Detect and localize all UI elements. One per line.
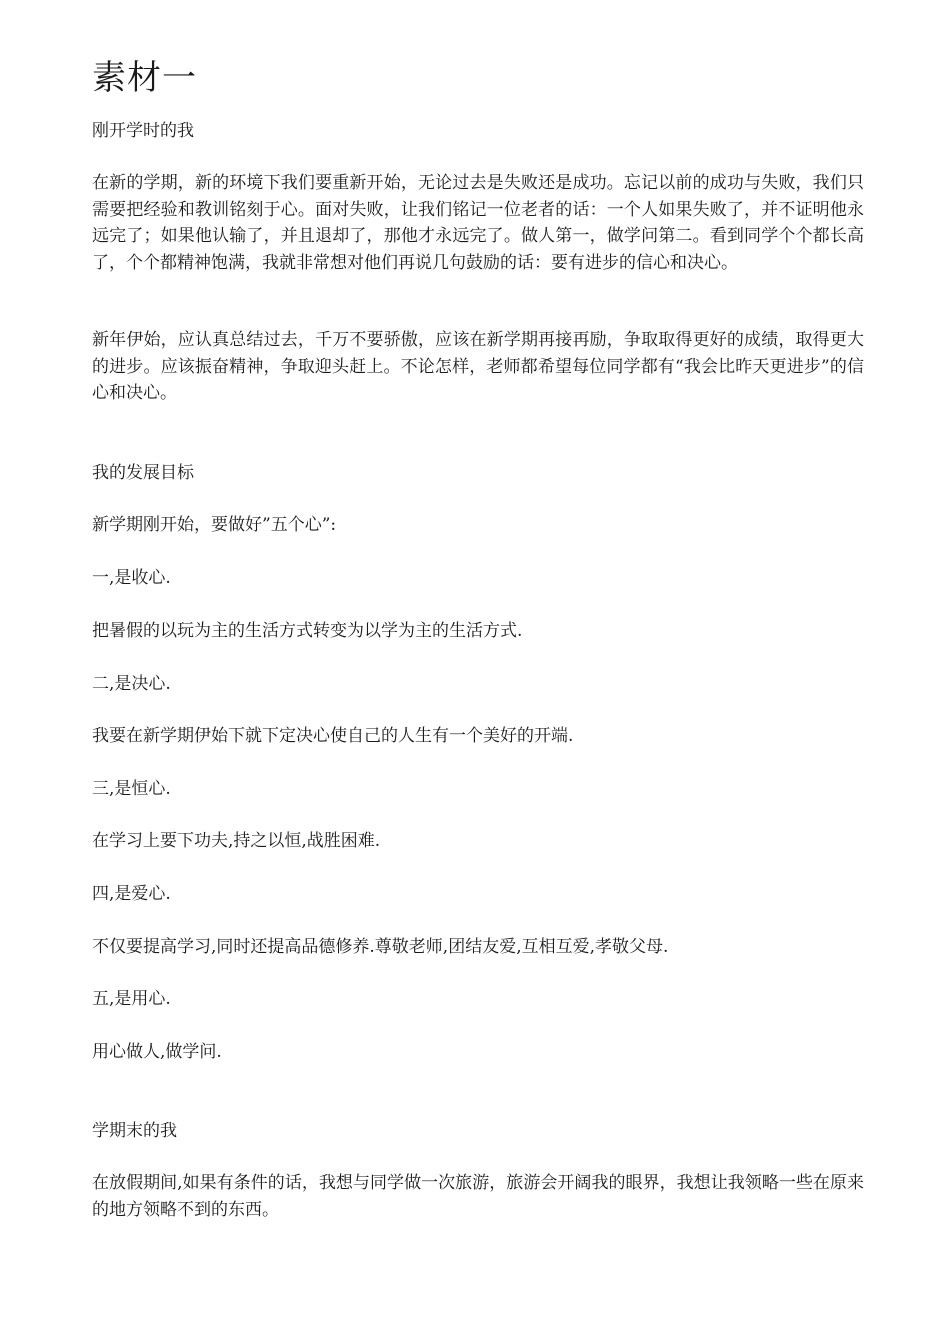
- goals-intro: 新学期刚开始，要做好”五个心”:: [92, 515, 337, 535]
- goal-item-4-heading: 四,是爱心.: [92, 884, 171, 904]
- section-heading-end-of-term: 学期末的我: [92, 1121, 177, 1141]
- section-heading-start-of-term: 刚开学时的我: [92, 121, 194, 141]
- goal-item-5-text: 用心做人,做学问.: [92, 1042, 222, 1062]
- goal-item-1-heading: 一,是收心.: [92, 568, 171, 588]
- paragraph-new-year: 新年伊始，应认真总结过去，千万不要骄傲，应该在新学期再接再励，争取取得更好的成绩，取得更大的进步。应该振奋精神，争取迎头赶上。不论怎样，老师都希望每位同学都有“我会比昨天更进步”的信心和决心。: [92, 330, 864, 403]
- goal-item-1-text: 把暑假的以玩为主的生活方式转变为以学为主的生活方式.: [92, 621, 523, 641]
- paragraph-new-term: 在新的学期，新的环境下我们要重新开始，无论过去是失败还是成功。忘记以前的成功与失败，我们只需要把经验和教训铭刻于心。面对失败，让我们铭记一位老者的话：一个人如果失败了，并不证明他永远完了；如果他认输了，并且退却了，那他才永远完了。做人第一，做学问第二。看到同学个个都长高了，个个都精神饱满，我就非常想对他们再说几句鼓励的话：要有进步的信心和决心。: [92, 173, 864, 273]
- goal-item-3-text: 在学习上要下功夫,持之以恒,战胜困难.: [92, 831, 381, 851]
- goal-item-3-heading: 三,是恒心.: [92, 779, 171, 799]
- paragraph-vacation: 在放假期间,如果有条件的话，我想与同学做一次旅游，旅游会开阔我的眼界，我想让我领略一些在原来的地方领略不到的东西。: [92, 1173, 864, 1220]
- goal-item-4-text: 不仅要提高学习,同时还提高品德修养.尊敬老师,团结友爱,互相互爱,孝敬父母.: [92, 937, 669, 957]
- goal-item-2-text: 我要在新学期伊始下就下定决心使自己的人生有一个美好的开端.: [92, 726, 574, 746]
- goal-item-5-heading: 五,是用心.: [92, 989, 171, 1009]
- section-heading-development-goals: 我的发展目标: [92, 463, 194, 483]
- goal-item-2-heading: 二,是决心.: [92, 674, 171, 694]
- document-title: 素材一: [92, 58, 197, 98]
